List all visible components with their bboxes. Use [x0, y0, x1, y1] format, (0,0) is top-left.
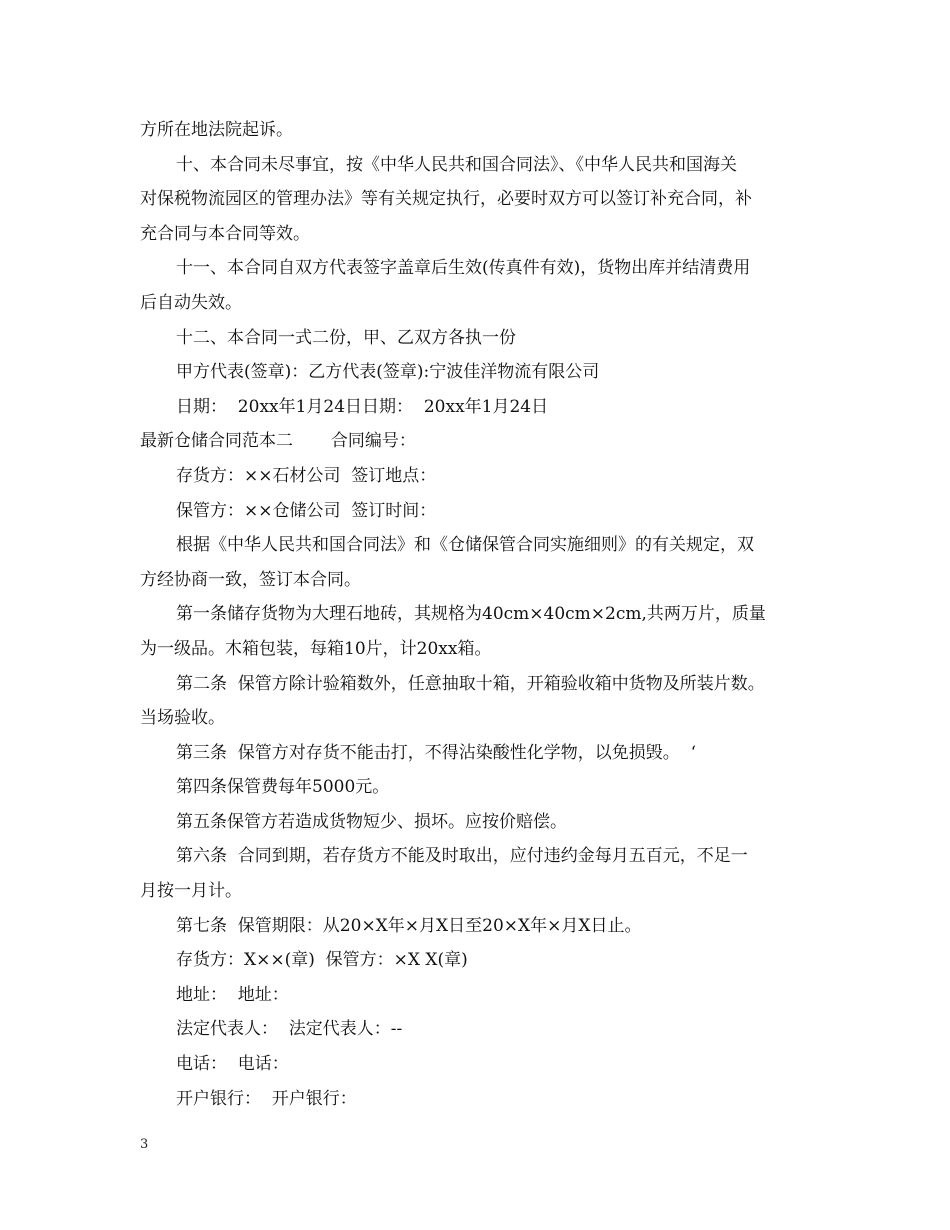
text-line: 十一、本合同自双方代表签字盖章后生效(传真件有效)，货物出库并结清费用 — [176, 258, 751, 279]
text-line: 对保税物流园区的管理办法》等有关规定执行，必要时双方可以签订补充合同，补 — [140, 189, 752, 210]
text-line: 充合同与本合同等效。 — [140, 223, 310, 244]
text-line: 第三条 保管方对存货不能击打，不得沾染酸性化学物，以免损毁。 ‘ — [176, 742, 697, 763]
text-line: 十、本合同未尽事宜，按《中华人民共和国合同法》、《中华人民共和国海关 — [176, 154, 737, 175]
text-line: 第五条保管方若造成货物短少、损坏。应按价赔偿。 — [176, 811, 567, 832]
text-line: 后自动失效。 — [140, 292, 242, 313]
text-line: 最新仓储合同范本二 合同编号： — [140, 431, 416, 452]
page-number: 3 — [140, 1137, 149, 1152]
text-line: 电话： 电话： — [176, 1054, 289, 1075]
text-line: 第一条储存货物为大理石地砖，其规格为40cm×40cm×2cm,共两万片，质量 — [176, 604, 766, 625]
text-line: 第四条保管费每年5000元。 — [176, 777, 390, 798]
text-line: 第六条 合同到期，若存货方不能及时取出，应付违约金每月五百元，不足一 — [176, 846, 748, 867]
text-line: 日期： 20xx年1月24日日期： 20xx年1月24日 — [176, 396, 549, 417]
text-line: 存货方：X××(章) 保管方：×X X(章) — [176, 950, 468, 971]
text-line: 根据《中华人民共和国合同法》和《仓储保管合同实施细则》的有关规定，双 — [176, 535, 754, 556]
text-line: 第七条 保管期限：从20×X年×月X日至20×X年×月X日止。 — [176, 915, 642, 936]
text-line: 方所在地法院起诉。 — [140, 120, 293, 140]
text-line: 法定代表人： 法定代表人：-- — [176, 1019, 403, 1040]
text-line: 地址： 地址： — [176, 984, 289, 1005]
text-line: 存货方：××石材公司 签订地点： — [176, 465, 437, 486]
text-line: 当场验收。 — [140, 708, 225, 729]
text-line: 为一级品。木箱包装，每箱10片，计20xx箱。 — [140, 638, 492, 659]
text-line: 月按一月计。 — [140, 881, 242, 902]
text-line: 甲方代表(签章)：乙方代表(签章):宁波佳洋物流有限公司 — [176, 362, 600, 383]
text-line: 十二、本合同一式二份，甲、乙双方各执一份 — [176, 327, 516, 348]
text-line: 保管方：××仓储公司 签订时间： — [176, 500, 437, 521]
text-line: 开户银行： 开户银行： — [176, 1088, 357, 1109]
text-line: 方经协商一致，签订本合同。 — [140, 569, 361, 590]
document-body — [140, 113, 812, 1116]
text-line: 第二条 保管方除计验箱数外，任意抽取十箱，开箱验收箱中货物及所装片数。 — [176, 673, 765, 694]
